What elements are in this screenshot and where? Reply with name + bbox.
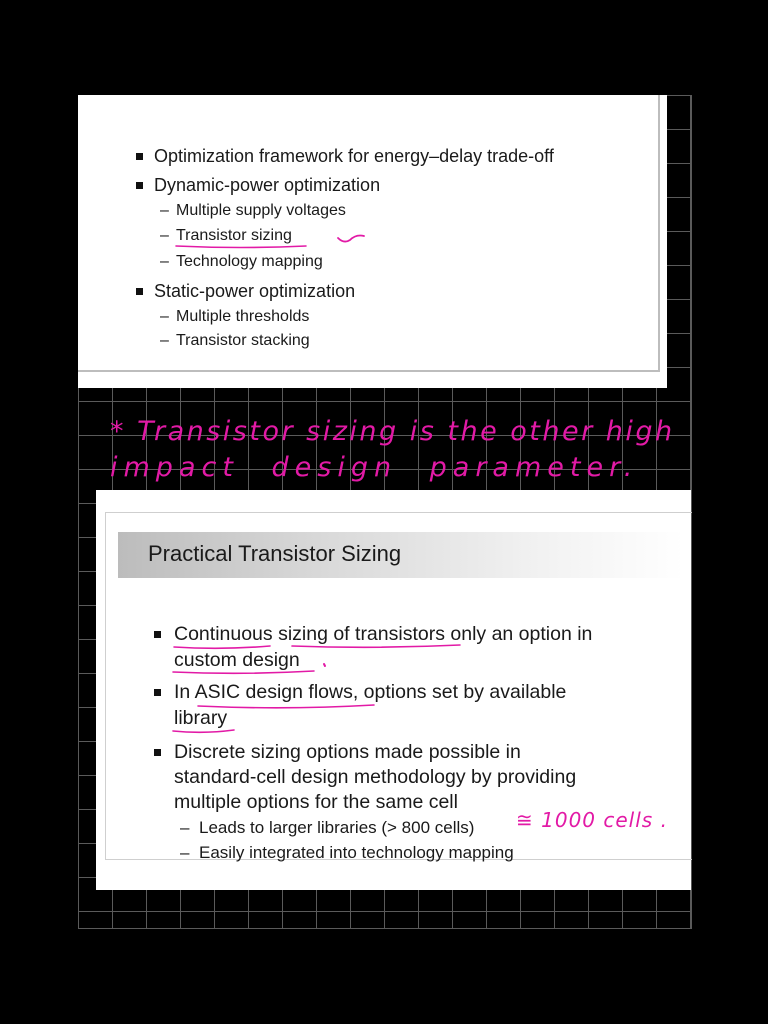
dash-icon: – [180, 818, 190, 837]
sub-text: Multiple thresholds [176, 308, 310, 325]
sub-text: Technology mapping [176, 253, 323, 270]
slide-title: Practical Transistor Sizing [148, 541, 402, 566]
dash-icon: – [160, 227, 169, 244]
bullet-text-cont: standard-cell design methodology by providing [174, 766, 577, 788]
dash-icon: – [160, 202, 169, 219]
bullet-text: Optimization framework for energy–delay trade-off [154, 146, 554, 166]
bullet-text: Static-power optimization [154, 281, 356, 301]
handwritten-note [110, 414, 690, 486]
handwritten-line-1: * Transistor sizing is the other high [110, 416, 675, 447]
bullet-text-cont: library [174, 707, 228, 729]
handwritten-line-2: impact design parameter. [110, 452, 639, 483]
bullet-text: Dynamic-power optimization [154, 175, 381, 195]
ink-underline [198, 705, 374, 708]
ink-underline [173, 671, 314, 673]
sub-text: Transistor sizing [176, 227, 292, 244]
ink-underline [176, 246, 306, 248]
bullet-text: Continuous sizing of transistors only an option in [174, 623, 593, 645]
ink-underline [173, 730, 234, 732]
dash-icon: – [160, 253, 169, 270]
sub-text: Easily integrated into technology mapping [199, 843, 514, 862]
sub-text: Multiple supply voltages [176, 202, 346, 219]
bullet-text-cont: multiple options for the same cell [174, 791, 458, 813]
dash-icon: – [160, 332, 169, 349]
dash-icon: – [180, 843, 190, 862]
ink-underline [292, 645, 460, 647]
ink-underline [174, 646, 270, 648]
dash-icon: – [160, 308, 169, 325]
bullet-text: In ASIC design flows, options set by available [174, 681, 567, 703]
ink-dot [324, 664, 325, 666]
ink-tick-mark [338, 236, 364, 242]
handwritten-cell-count: ≅ 1000 cells . [516, 808, 668, 832]
bullet-text-cont: custom design [174, 649, 300, 671]
sub-text: Leads to larger libraries (> 800 cells) [199, 818, 475, 837]
bullet-text: Discrete sizing options made possible in [174, 741, 521, 763]
sub-text: Transistor stacking [176, 332, 310, 349]
